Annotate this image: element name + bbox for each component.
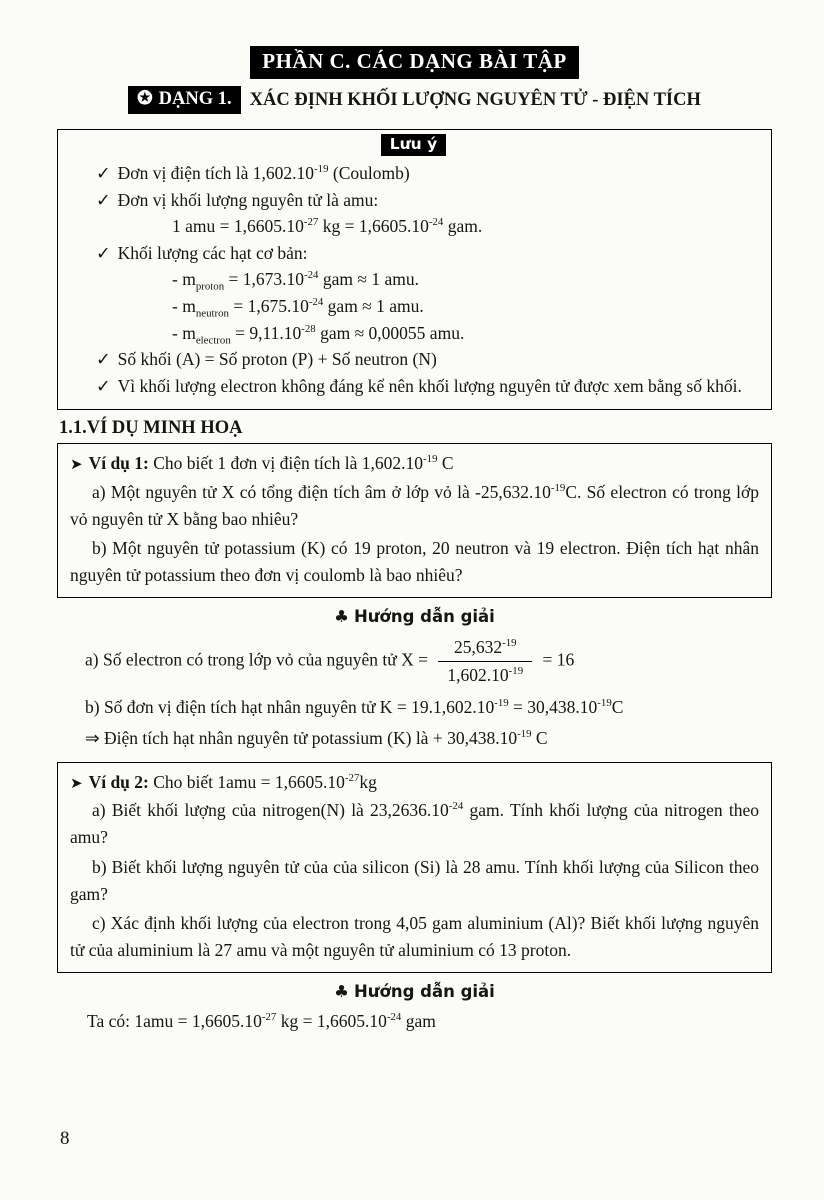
note-item-text [172,216,482,236]
text-run: kg [359,771,377,792]
superscript: -24 [448,800,464,813]
check-icon: ✓ [96,189,111,210]
superscript: -27 [303,216,319,229]
text-run: kg = 1,6605.10 [318,216,429,237]
fraction-numerator [438,636,532,662]
example-1-label: Ví dụ 1: [88,453,149,473]
solution-2-line [87,1008,772,1035]
text-run: c) Xác định khối lượng của electron trong 4,05 gam aluminium (Al)? Biết khối lượng nguyên tử của aluminium là 27 amu và một nguyên tử aluminium có 13 proton. [70,912,759,960]
note-item [68,373,759,399]
text-run: gam ≈ 0,00055 amu. [315,322,465,343]
text-run: = 1,673.10 [224,269,305,290]
clover-icon: ♣ [334,982,349,1001]
example-1-question-b [70,535,759,589]
dang-title: XÁC ĐỊNH KHỐI LƯỢNG NGUYÊN TỬ - ĐIỆN TÍCH [249,89,701,110]
solution-1-line-b [85,694,772,721]
note-item [68,320,759,347]
text-run: a) Một nguyên tử X có tổng điện tích âm ở lớp vỏ là -25,632.10 [92,481,551,502]
text-run: C [611,696,624,717]
solution-1-a-suffix [538,649,574,669]
subscript: neutron [195,307,229,320]
text-run: Vì khối lượng electron không đáng kể nên khối lượng nguyên tử được xem bằng số khối. [117,375,742,396]
solution-2-heading [57,982,772,1001]
note-item-text [118,163,410,183]
check-icon: ✓ [96,349,111,370]
solution-2-heading-text: Hướng dẫn giải [353,982,495,1001]
dang-badge [128,86,241,114]
note-item-text [118,190,379,210]
part-title: PHẦN C. CÁC DẠNG BÀI TẬP [250,46,578,79]
text-run: Cho biết 1amu = 1,6605.10 [153,771,345,792]
text-run: b) Số đơn vị điện tích hạt nhân nguyên tử K = 19.1,602.10 [85,696,495,717]
superscript: -24 [304,269,319,282]
example-2-question-a [70,797,759,851]
example-2-intro [70,769,759,796]
note-tag: Lưu ý [381,134,446,156]
star-icon: ✪ [137,89,153,109]
note-item [68,293,759,320]
text-run: - m [172,295,196,316]
note-item [68,187,759,214]
clover-icon: ♣ [334,607,349,626]
dang-badge-label: DẠNG 1. [158,88,232,109]
superscript: -27 [261,1011,277,1024]
text-run: gam. Tính khối lượng của nitrogen theo amu? [70,800,759,848]
solution-1-line-c [85,725,772,752]
text-run: C [437,453,454,473]
text-run: Khối lượng các hạt cơ bản: [117,242,308,263]
note-item-text [172,295,424,320]
example-1-box [57,443,772,598]
text-run: b) Một nguyên tử potassium (K) có 19 proton, 20 neutron và 19 electron. Điện tích hạt nhân nguyên tử potassium theo đơn vị coulomb là bao nhiêu? [70,537,759,585]
superscript: -19 [597,696,612,709]
text-run: gam ≈ 1 amu. [323,295,424,316]
example-1-question-a [70,479,759,533]
superscript: -19 [494,696,509,709]
text-run: 1 amu = 1,6605.10 [172,216,304,237]
text-run: = 16 [538,649,575,670]
text-run: gam [401,1011,436,1031]
text-run: a) Biết khối lượng của nitrogen(N) là 23,2636.10 [92,800,449,821]
text-run: = 1,675.10 [228,295,309,316]
check-icon: ✓ [96,163,111,183]
text-run: = 9,11.10 [230,322,302,343]
text-run: b) Biết khối lượng nguyên tử của của silicon (Si) là 28 amu. Tính khối lượng của Silicon theo gam? [70,856,759,904]
note-item [68,160,759,187]
example-2-box [57,762,772,973]
text-run: C. Số electron có trong lớp vỏ nguyên tử X bằng bao nhiêu? [70,481,759,529]
note-item-text [172,322,465,347]
text-run: Cho biết 1 đơn vị điện tích là 1,602.10 [153,453,424,473]
note-item-text [172,269,419,293]
example-2-intro-text [153,772,377,792]
note-box [57,129,772,410]
note-item-text [118,376,742,396]
subscript: electron [195,334,231,347]
section-heading: 1.1.VÍ DỤ MINH HOẠ [59,418,243,438]
page-number: 8 [60,1128,70,1149]
example-2-question-b [70,854,759,908]
fraction-denominator [438,662,532,687]
example-1-intro [70,450,759,477]
check-icon: ✓ [96,242,111,263]
text-run: kg = 1,6605.10 [276,1011,387,1031]
dang-header-row [57,86,772,114]
note-item-text [118,349,437,369]
solution-1-heading-text: Hướng dẫn giải [353,607,495,626]
fraction [438,636,532,687]
note-item [68,346,759,373]
text-run: - m [172,269,196,290]
superscript: -24 [428,216,444,229]
superscript: -24 [308,296,324,309]
note-item [68,213,759,240]
superscript: -24 [386,1011,402,1024]
text-run: (Coulomb) [328,163,410,183]
solution-1-heading [57,607,772,626]
text-run: a) Số electron có trong lớp vỏ của nguyên tử X = [85,649,433,670]
check-icon: ✓ [96,375,111,396]
superscript: -19 [517,727,532,740]
example-2-question-c [70,910,759,964]
superscript: -19 [502,637,517,650]
subscript: proton [195,280,225,293]
text-run: Ta có: 1amu = 1,6605.10 [87,1011,262,1031]
text-run: 25,632 [453,637,503,657]
text-run: C [531,727,548,748]
text-run: 1,602.10 [447,664,509,685]
note-item [68,240,759,267]
text-run: Số khối (A) = Số proton (P) + Số neutron (N) [117,349,437,370]
superscript: -19 [423,453,438,466]
example-2-label: Ví dụ 2: [88,771,149,792]
text-run: gam ≈ 1 amu. [318,269,419,290]
note-item-text [118,243,308,263]
note-item [68,266,759,293]
superscript: -19 [314,163,329,176]
superscript: -19 [508,664,524,677]
example-1-intro-text [153,453,453,473]
text-run: Đơn vị điện tích là 1,602.10 [117,163,315,183]
superscript: -28 [301,322,316,335]
text-run: gam. [443,216,483,237]
text-run: = 30,438.10 [508,696,598,717]
solution-1-line-a [85,633,772,690]
arrow-marker-icon: ➤ [70,775,83,792]
superscript: -19 [550,481,566,494]
text-run: ⇒ Điện tích hạt nhân nguyên tử potassium (K) là + 30,438.10 [85,727,518,748]
text-run: - m [172,322,196,343]
solution-1-a-prefix [85,649,432,669]
superscript: -27 [344,771,360,784]
arrow-marker-icon: ➤ [70,457,83,473]
text-run: Đơn vị khối lượng nguyên tử là amu: [117,189,379,210]
